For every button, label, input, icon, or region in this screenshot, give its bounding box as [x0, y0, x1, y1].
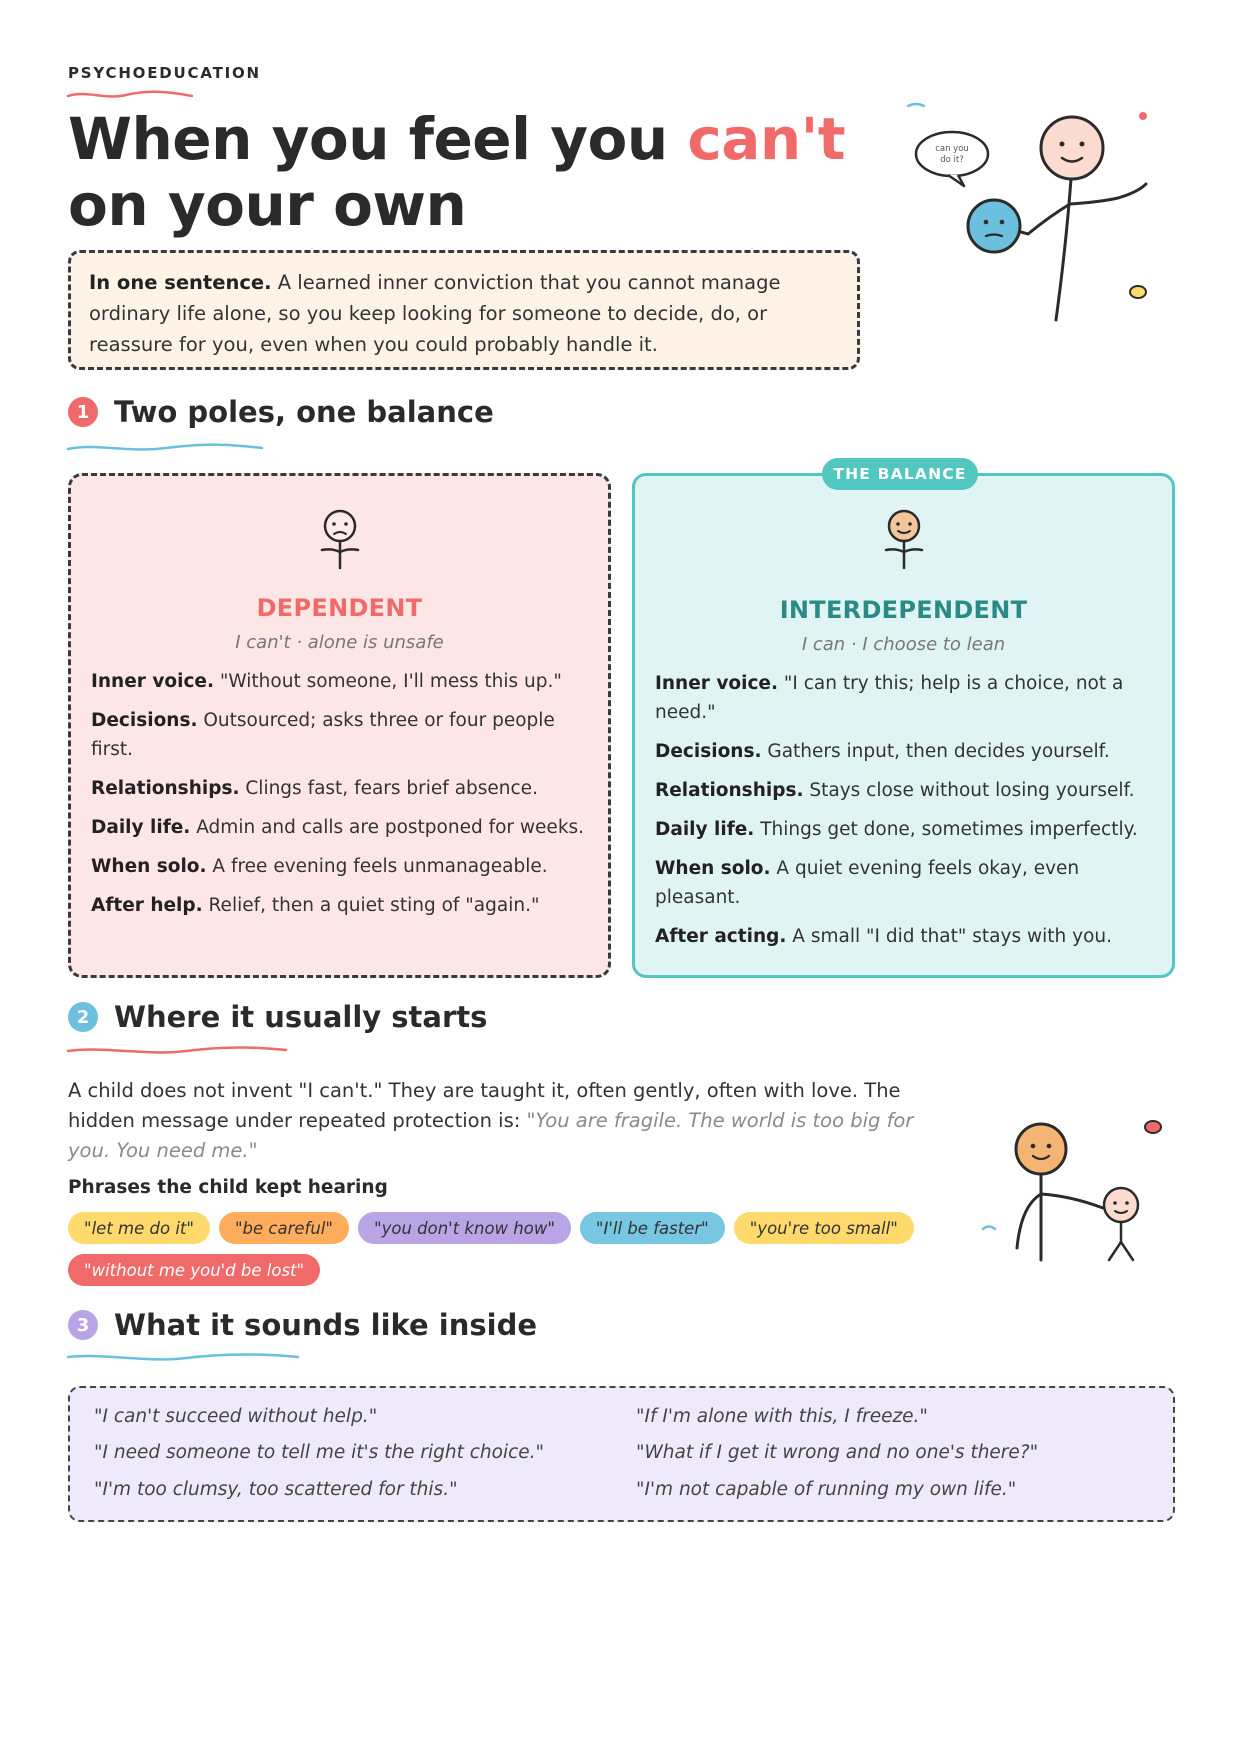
trait-text: Things get done, sometimes imperfectly.: [754, 819, 1138, 840]
phrase-chips: [68, 1212, 948, 1286]
trait-label: When solo.: [91, 856, 207, 877]
trait-label: Daily life.: [655, 819, 755, 840]
trait-row: [655, 737, 1152, 766]
dependent-subtitle: I can't · alone is unsafe: [235, 632, 444, 653]
parent-child-illustration: [975, 1108, 1175, 1268]
section-3-heading: [68, 1308, 537, 1342]
dependent-title: DEPENDENT: [256, 594, 423, 622]
inner-quote: "What if I get it wrong and no one's there?": [636, 1442, 1039, 1463]
trait-text: Admin and calls are postponed for weeks.: [190, 817, 585, 838]
trait-row: [655, 776, 1152, 805]
trait-row: [91, 774, 588, 803]
page-title: When you feel you can't on your own: [68, 105, 846, 239]
trait-text: Clings fast, fears brief absence.: [239, 778, 538, 799]
trait-label: When solo.: [655, 858, 771, 879]
trait-label: Decisions.: [655, 741, 762, 762]
sad-figure-icon: [310, 506, 370, 572]
speech-bubble: [916, 132, 988, 176]
dependent-traits: [91, 667, 588, 920]
trait-row: [655, 669, 1152, 727]
phrase-chip: "you don't know how": [358, 1212, 571, 1244]
trait-label: Relationships.: [655, 780, 804, 801]
trait-text: A quiet evening feels okay, even pleasant.: [655, 858, 1080, 908]
trait-label: Inner voice.: [91, 671, 214, 692]
inner-quote: "If I'm alone with this, I freeze.": [636, 1406, 928, 1427]
kicker-label: PSYCHOEDUCATION: [68, 64, 261, 82]
inner-quote: "I need someone to tell me it's the right choice.": [94, 1442, 545, 1463]
section-2-number: 2: [68, 1002, 98, 1032]
svg-text:do it?: do it?: [940, 155, 964, 165]
trait-row: [91, 667, 588, 696]
dependent-card: [68, 473, 611, 978]
interdependent-subtitle: I can · I choose to lean: [801, 634, 1006, 655]
section-1-heading: [68, 395, 494, 429]
phrases-label: Phrases the child kept hearing: [68, 1177, 388, 1198]
svg-text:can you: can you: [935, 144, 969, 154]
trait-row: [91, 852, 588, 881]
section-1-number: 1: [68, 397, 98, 427]
trait-text: Stays close without losing yourself.: [803, 780, 1135, 801]
phrase-chip: "let me do it": [68, 1212, 210, 1244]
inner-quote: "I'm not capable of running my own life.": [636, 1479, 1017, 1500]
one-sentence-lead: In one sentence.: [89, 271, 272, 294]
trait-text: "Without someone, I'll mess this up.": [214, 671, 562, 692]
section-1-title: Two poles, one balance: [114, 395, 494, 429]
section-3-title: What it sounds like inside: [114, 1308, 538, 1342]
calm-figure-icon: [874, 506, 934, 572]
trait-label: After acting.: [655, 926, 787, 947]
kicker-underline: [66, 88, 196, 102]
trait-row: [91, 891, 588, 920]
interdependent-title: INTERDEPENDENT: [779, 596, 1028, 624]
trait-label: Relationships.: [91, 778, 240, 799]
phrase-chip: "I'll be faster": [580, 1212, 725, 1244]
balance-badge: THE BALANCE: [822, 458, 978, 490]
one-sentence-box: [68, 250, 860, 370]
trait-text: Outsourced; asks three or four people first.: [91, 710, 555, 760]
trait-label: Daily life.: [91, 817, 191, 838]
section-1-underline: [66, 441, 266, 455]
interdependent-card: [632, 473, 1175, 978]
phrase-chip: "without me you'd be lost": [68, 1254, 320, 1286]
trait-row: [655, 854, 1152, 912]
inner-quote: "I'm too clumsy, too scattered for this.": [94, 1479, 458, 1500]
trait-text: Relief, then a quiet sting of "again.": [202, 895, 540, 916]
trait-text: A small "I did that" stays with you.: [786, 926, 1112, 947]
one-sentence-text: A learned inner conviction that you cannot manage ordinary life alone, so you keep looking for someone to decide, do, or reassure for you, even when you could probably handle it.: [89, 271, 781, 356]
trait-row: [655, 815, 1152, 844]
section-3-underline: [66, 1351, 302, 1365]
trait-label: After help.: [91, 895, 203, 916]
hidden-message-quote: "You are fragile. The world is too big for you. You need me.": [68, 1109, 914, 1162]
phrase-chip: "be careful": [219, 1212, 349, 1244]
trait-text: A free evening feels unmanageable.: [206, 856, 548, 877]
inner-voice-box: [68, 1386, 1175, 1522]
trait-label: Inner voice.: [655, 673, 778, 694]
section-2-title: Where it usually starts: [114, 1000, 488, 1034]
inner-quote: "I can't succeed without help.": [94, 1406, 378, 1427]
section-2-heading: [68, 1000, 487, 1034]
trait-text: "I can try this; help is a choice, not a need.": [655, 673, 1124, 723]
trait-label: Decisions.: [91, 710, 198, 731]
trait-text: Gathers input, then decides yourself.: [761, 741, 1110, 762]
title-accent: can't: [687, 105, 846, 173]
trait-row: [655, 922, 1152, 951]
section-3-number: 3: [68, 1310, 98, 1340]
hero-illustration: [900, 96, 1180, 336]
phrase-chip: "you're too small": [734, 1212, 914, 1244]
section-2-underline: [66, 1044, 290, 1058]
interdependent-traits: [655, 669, 1152, 951]
trait-row: [91, 706, 588, 764]
origin-paragraph: A child does not invent "I can't." They are taught it, often gently, often with love. The hidden message under repeated protection is: "You are fragile. The world is too big for you. You need me.": [68, 1079, 914, 1162]
trait-row: [91, 813, 588, 842]
